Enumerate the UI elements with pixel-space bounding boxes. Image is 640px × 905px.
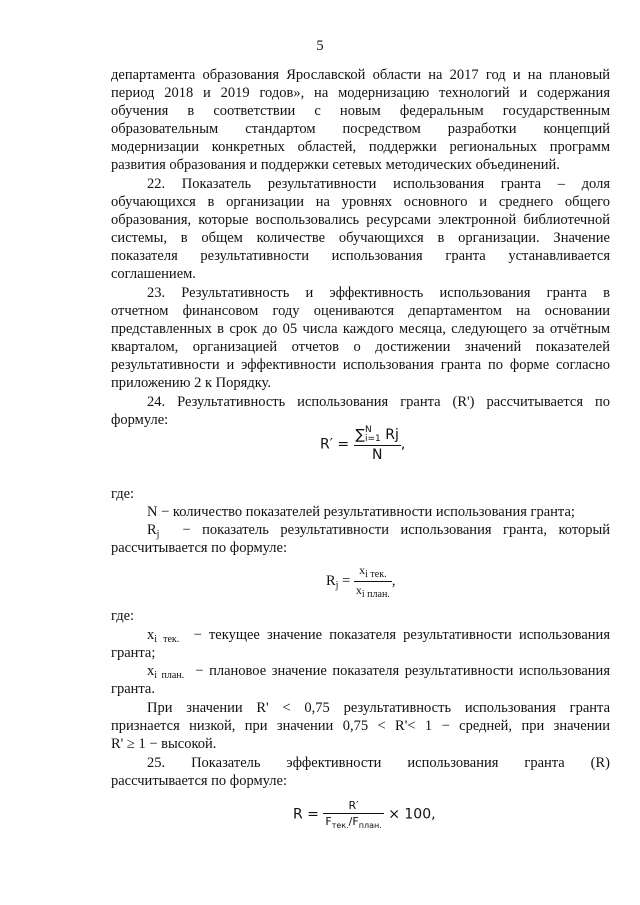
text-line: гранта; [111,645,156,661]
formula-rj [326,563,395,600]
paragraph-22-first-line: 22. Показатель результативности использования гранта – доля [147,176,610,192]
formula-lhs: R = [293,806,319,823]
text-line: показателя результативности использования гранта устанавливается [111,248,610,264]
text-line: развития образования и поддержки сетевых методических объединений. [111,157,560,173]
formula-eq: = [342,572,351,589]
text-line: образовательным стандартом посредством разработки концепций [111,121,610,137]
text-line: обучения в соответствии с новым федеральным государственным [111,103,610,119]
text-line: департамента образования Ярославской области на 2017 год и на плановый [111,67,610,83]
text-line: где: [111,608,135,624]
formula-numerator: R′ [323,799,383,814]
text-line: приложению 2 к Порядку. [111,375,271,391]
sum-upper-limit: N [364,425,372,435]
formula-lhs-r: R [326,572,336,589]
sum-lower-limit: i=1 [364,434,381,444]
paragraph-24-first-line: 24. Результативность использования гранта (R') рассчитывается по [147,394,610,410]
formula-r [293,799,436,830]
formula-denominator: $F_{тек.}/F_{план.}$ [325,815,382,830]
text-line: отчетном финансовом году оцениваются департаментом на основании [111,303,610,319]
text-line: где: [111,486,135,502]
sum-symbol: ∑ [355,427,365,443]
text-line: системы, в общем количестве обучающихся в организации. Значение [111,230,610,246]
page-number: 5 [316,38,324,54]
formula-denominator: N [371,447,383,463]
text-line: гранта. [111,681,155,697]
formula-numerator [354,426,401,446]
symbol-subscript-tek: i тек. [154,634,180,645]
text-line: R' ≥ 1 − высокой. [111,736,217,752]
formula-lhs-sub-j: j [335,579,339,591]
text-line: признается низкой, при значении 0,75 < R'< 1 − средней, при значении [111,718,610,734]
formula-tail: × 100, [388,806,436,823]
symbol-subscript-plan: i план. [154,670,185,681]
text-line: При значении R' < 0,75 результативность использования гранта [147,700,610,716]
formula-lhs: R′ = [320,436,350,453]
paragraph-23-first-line: 23. Результативность и эффективность использования гранта в [147,285,610,301]
text-line: рассчитывается по формуле: [111,773,287,789]
formula-numerator: $x_{i тек.}$ [354,563,392,582]
xi-tek-definition-text: − текущее значение показателя результативности использования [193,627,610,643]
symbol-x: x [147,627,155,643]
text-line: представленных в срок до 05 числа каждого месяца, следующего за отчётным [111,321,610,337]
formula-fraction [354,563,392,600]
paragraph-25-first-line: 25. Показатель эффективности использования гранта (R) [147,755,610,771]
text-line: соглашением. [111,266,196,282]
formula-tail: , [400,436,406,453]
formula-fraction [354,426,401,463]
sum-term: Rj [385,427,399,443]
text-line: N − количество показателей результативности использования гранта; [147,504,575,520]
text-line: формуле: [111,412,169,428]
rj-definition-text: − показатель результативности использования гранта, который [182,522,610,538]
formula-fraction [323,799,383,830]
symbol-x: x [147,663,155,679]
symbol-r: R [147,522,157,538]
text-line: период 2018 и 2019 годов», на модернизацию технологий и содержания [111,85,610,101]
text-line: кварталом, организацией отчетов о достижении значений показателей [111,339,610,355]
text-line: обучающихся в организации на уровнях основного и среднего общего [111,194,610,210]
formula-tail: , [391,572,396,589]
text-line: рассчитывается по формуле: [111,540,287,556]
xi-plan-definition-text: − плановое значение показателя результативности использования [195,663,610,679]
text-line: модернизации конкретных областей, поддержки региональных программ [111,139,610,155]
formula-denominator: $x_{i план.}$ [355,583,390,600]
text-line: образования, которые воспользовались ресурсами электронной библиотечной [111,212,610,228]
formula-r-prime [320,426,405,463]
text-line: результативности и эффективности использования гранта по форме согласно [111,357,610,373]
symbol-subscript-j: j [156,529,160,540]
